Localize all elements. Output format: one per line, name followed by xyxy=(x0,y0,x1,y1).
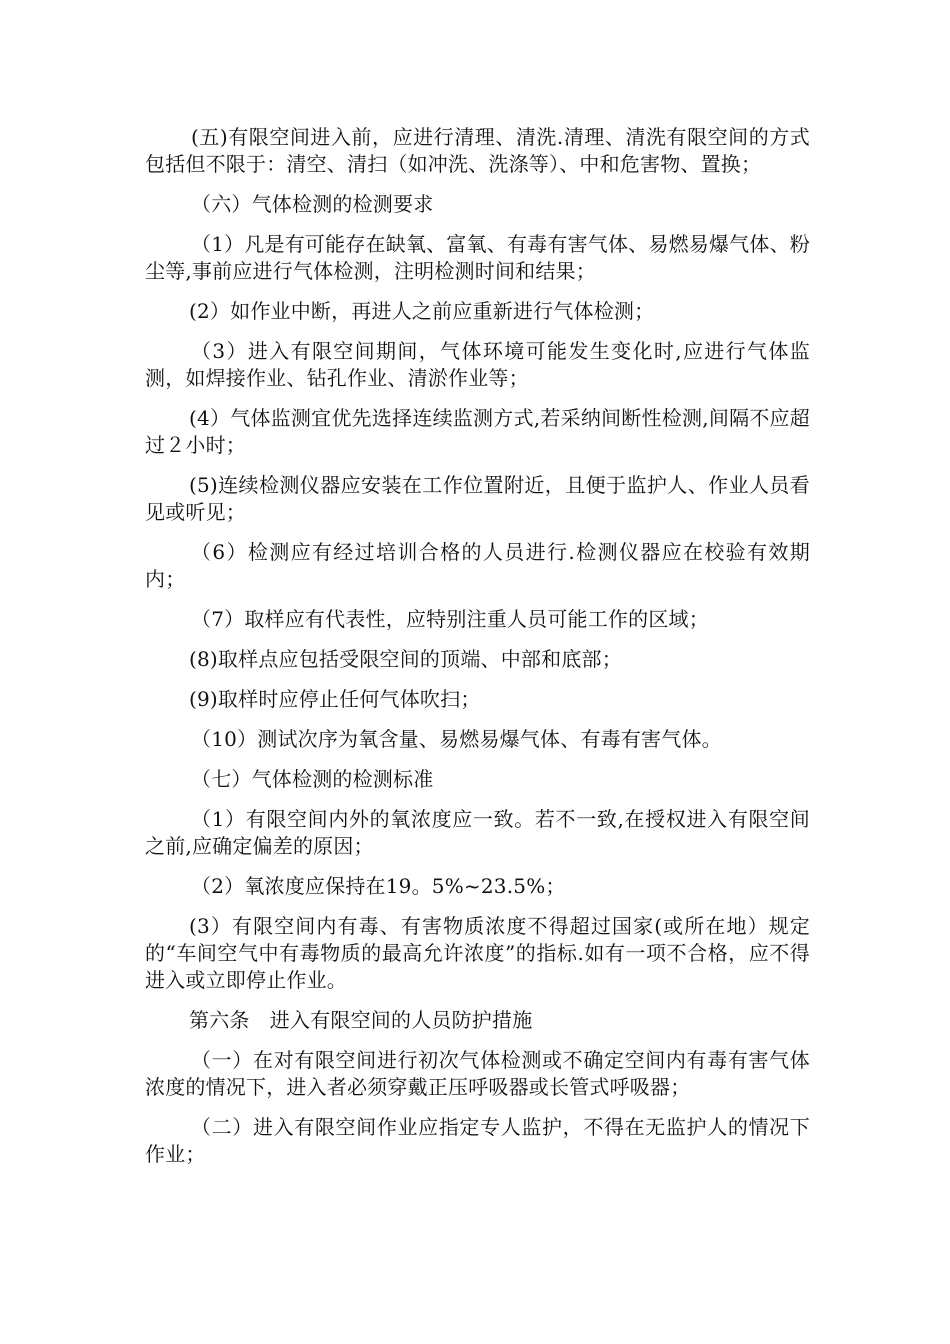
paragraph-5-cleaning: (五)有限空间进入前，应进行清理、清洗.清理、清洗有限空间的方式包括但不限于：清空、清扫（如冲洗、洗涤等）、中和危害物、置换； xyxy=(145,125,810,176)
paragraph-7-3: (3）有限空间内有毒、有害物质浓度不得超过国家(或所在地）规定的“车间空气中有毒物质的最高允许浓度”的指标.如有一项不合格，应不得进入或立即停止作业。 xyxy=(145,914,810,992)
paragraph-6-7: （7）取样应有代表性，应特别注重人员可能工作的区域； xyxy=(191,607,709,631)
document-body xyxy=(145,124,810,1181)
section-heading-6-gas-detection-requirements: （六）气体检测的检测要求 xyxy=(191,192,434,216)
section-heading-7-gas-detection-standards: （七）气体检测的检测标准 xyxy=(191,767,434,791)
paragraph-6-8: (8)取样点应包括受限空间的顶端、中部和底部； xyxy=(189,647,622,671)
paragraph-6-9: (9)取样时应停止任何气体吹扫； xyxy=(189,687,481,711)
paragraph-6-10: （10）测试次序为氧含量、易燃易爆气体、有毒有害气体。 xyxy=(191,727,722,751)
article-6-item-2: （二）进入有限空间作业应指定专人监护，不得在无监护人的情况下作业； xyxy=(145,1115,810,1166)
paragraph-6-3: （3）进入有限空间期间，气体环境可能发生变化时,应进行气体监测，如焊接作业、钻孔作业、清淤作业等； xyxy=(145,339,810,390)
article-6-item-1: （一）在对有限空间进行初次气体检测或不确定空间内有毒有害气体浓度的情况下，进入者必须穿戴正压呼吸器或长管式呼吸器； xyxy=(145,1048,810,1099)
paragraph-6-1: （1）凡是有可能存在缺氧、富氧、有毒有害气体、易燃易爆气体、粉尘等,事前应进行气体检测，注明检测时间和结果； xyxy=(145,232,810,283)
paragraph-6-6: （6）检测应有经过培训合格的人员进行.检测仪器应在校验有效期内； xyxy=(145,540,810,591)
paragraph-7-2: （2）氧浓度应保持在19。5%~23.5%； xyxy=(191,874,566,898)
paragraph-7-1: （1）有限空间内外的氧浓度应一致。若不一致,在授权进入有限空间之前,应确定偏差的原因； xyxy=(145,807,810,858)
article-6-heading: 第六条 进入有限空间的人员防护措施 xyxy=(189,1008,533,1032)
paragraph-6-5: (5)连续检测仪器应安装在工作位置附近，且便于监护人、作业人员看见或听见； xyxy=(145,473,810,524)
paragraph-6-4: (4）气体监测宜优先选择连续监测方式,若采纳间断性检测,间隔不应超过２小时； xyxy=(145,406,810,457)
paragraph-6-2: (2）如作业中断，再进人之前应重新进行气体检测； xyxy=(189,299,655,323)
